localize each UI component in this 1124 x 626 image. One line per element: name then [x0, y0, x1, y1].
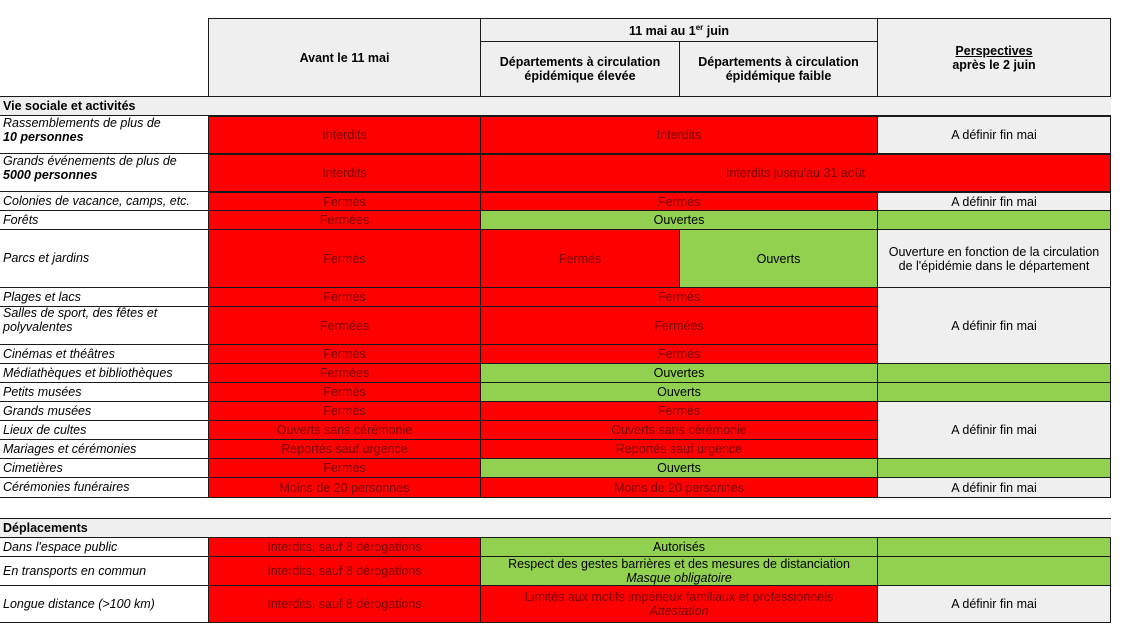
cell-camps-persp: A définir fin mai: [877, 192, 1111, 211]
header-before-text: Avant le 11 mai: [299, 50, 390, 65]
row-label-cinemas: Cinémas et théâtres: [0, 344, 209, 364]
header-perspectives: [877, 18, 1111, 97]
row-label-parks: Parcs et jardins: [0, 229, 209, 288]
row-label-forests: Forêts: [0, 210, 209, 230]
row-label-sport-halls-line1: Salles de sport, des fêtes et: [3, 306, 158, 320]
row-label-gatherings-line2: 10 personnes: [3, 130, 84, 144]
cell-beaches-period: Fermés: [480, 287, 878, 307]
header-high-line2: épidémique élevée: [524, 69, 636, 83]
cell-beaches-cinemas-persp: A définir fin mai: [877, 287, 1111, 364]
cell-libraries-period: Ouvertes: [480, 363, 878, 383]
cell-transport-period: [480, 556, 878, 586]
cell-parks-persp: [877, 229, 1111, 288]
row-label-libraries: Médiathèques et bibliothèques: [0, 363, 209, 383]
cell-small-museums-persp: [877, 382, 1111, 402]
cell-public-space-before: Interdits, sauf 8 dérogations: [208, 537, 481, 557]
cell-museums-weddings-persp: A définir fin mai: [877, 401, 1111, 459]
cell-transport-period-line1: Respect des gestes barrières et des mesures de distanciation: [508, 557, 850, 571]
cell-sport-halls-before: Fermées: [208, 306, 481, 345]
cell-parks-persp-line2: de l'épidémie dans le département: [898, 258, 1090, 273]
cell-parks-high: Fermés: [480, 229, 680, 288]
cell-cemeteries-before: Fermés: [208, 458, 481, 478]
row-label-beaches: Plages et lacs: [0, 287, 209, 307]
row-label-funerals: Cérémonies funéraires: [0, 477, 209, 498]
cell-small-museums-before: Fermés: [208, 382, 481, 402]
cell-libraries-before: Fermées: [208, 363, 481, 383]
row-label-worship: Lieux de cultes: [0, 420, 209, 440]
cell-weddings-before: Reportés sauf urgence: [208, 439, 481, 459]
cell-transport-before: Interdits, sauf 8 dérogations: [208, 556, 481, 586]
row-label-sport-halls: [0, 306, 209, 345]
cell-weddings-period: Reportés sauf urgence: [480, 439, 878, 459]
cell-funerals-persp: A définir fin mai: [877, 477, 1111, 498]
row-label-small-museums: Petits musées: [0, 382, 209, 402]
header-period-start: 11 mai au 1: [629, 24, 696, 39]
cell-cinemas-before: Fermés: [208, 344, 481, 364]
cell-worship-before: Ouverts sans cérémonie: [208, 420, 481, 440]
cell-forests-period: Ouvertes: [480, 210, 878, 230]
header-persp-line2: après le 2 juin: [952, 57, 1036, 72]
cell-transport-period-line2: Masque obligatoire: [626, 571, 732, 585]
cell-gatherings-before: Interdits: [208, 116, 481, 154]
row-label-big-events: [0, 154, 209, 192]
cell-camps-period: Fermés: [480, 192, 878, 211]
row-label-cemeteries: Cimetières: [0, 458, 209, 478]
cell-public-space-period: Autorisés: [480, 537, 878, 557]
cell-big-museums-before: Fermés: [208, 401, 481, 421]
header-low-line2: épidémique faible: [725, 69, 832, 83]
header-low: [679, 41, 878, 97]
header-persp-line1: Perspectives: [955, 43, 1033, 58]
row-label-long-distance: Longue distance (>100 km): [0, 585, 209, 623]
cell-long-distance-persp: A définir fin mai: [877, 585, 1111, 623]
cell-camps-before: Fermés: [208, 192, 481, 211]
row-label-public-space: Dans l'espace public: [0, 537, 209, 557]
section-travel-title: Déplacements: [3, 521, 88, 535]
section-social: [0, 96, 1111, 116]
cell-long-distance-before: Interdits, sauf 8 dérogations: [208, 585, 481, 623]
cell-gatherings-persp: A définir fin mai: [877, 116, 1111, 154]
cell-long-distance-period-line1: Limités aux motifs impérieux familiaux et professionnels: [524, 590, 834, 604]
cell-long-distance-period: [480, 585, 878, 623]
cell-small-museums-period: Ouverts: [480, 382, 878, 402]
header-high-line1: Départements à circulation: [499, 55, 661, 69]
row-label-camps: Colonies de vacance, camps, etc.: [0, 192, 209, 211]
header-before: [208, 18, 481, 97]
cell-cemeteries-persp: [877, 458, 1111, 478]
header-period-text: [629, 21, 729, 38]
cell-parks-before: Fermés: [208, 229, 481, 288]
cell-cemeteries-period: Ouverts: [480, 458, 878, 478]
row-label-big-events-line2: 5000 personnes: [3, 168, 98, 182]
row-label-sport-halls-line2: polyvalentes: [3, 320, 73, 334]
cell-big-events-before: Interdits: [208, 154, 481, 192]
cell-funerals-period: Moins de 20 personnes: [480, 477, 878, 498]
row-label-transport: En transports en commun: [0, 556, 209, 586]
header-period-end: juin: [703, 24, 729, 39]
cell-libraries-persp: [877, 363, 1111, 383]
header-period-sup: er: [695, 23, 704, 33]
cell-forests-before: Fermées: [208, 210, 481, 230]
cell-big-events-period: Interdits jusqu'au 31 août: [480, 154, 1111, 192]
cell-forests-persp: [877, 210, 1111, 230]
section-social-title: Vie sociale et activités: [3, 99, 136, 113]
cell-transport-persp: [877, 556, 1111, 586]
cell-long-distance-period-line2: Attestation: [649, 604, 709, 618]
header-period: [480, 18, 878, 42]
cell-parks-low: Ouverts: [679, 229, 878, 288]
cell-public-space-persp: [877, 537, 1111, 557]
cell-gatherings-period: Interdits: [480, 116, 878, 154]
header-high: [480, 41, 680, 97]
section-travel: [0, 518, 1111, 538]
row-label-big-museums: Grands musées: [0, 401, 209, 421]
cell-big-museums-period: Fermés: [480, 401, 878, 421]
row-label-gatherings-line1: Rassemblements de plus de: [3, 116, 161, 130]
cell-worship-period: Ouverts sans cérémonie: [480, 420, 878, 440]
cell-beaches-before: Fermés: [208, 287, 481, 307]
row-label-gatherings: [0, 116, 209, 154]
cell-sport-halls-period: Fermées: [480, 306, 878, 345]
header-low-line1: Départements à circulation: [698, 55, 859, 69]
bottom-rule: [0, 622, 1111, 623]
cell-funerals-before: Moins de 20 personnes: [208, 477, 481, 498]
cell-cinemas-period: Fermés: [480, 344, 878, 364]
row-label-big-events-line1: Grands événements de plus de: [3, 154, 177, 168]
cell-parks-persp-line1: Ouverture en fonction de la circulation: [888, 244, 1100, 259]
row-label-weddings: Mariages et cérémonies: [0, 439, 209, 459]
